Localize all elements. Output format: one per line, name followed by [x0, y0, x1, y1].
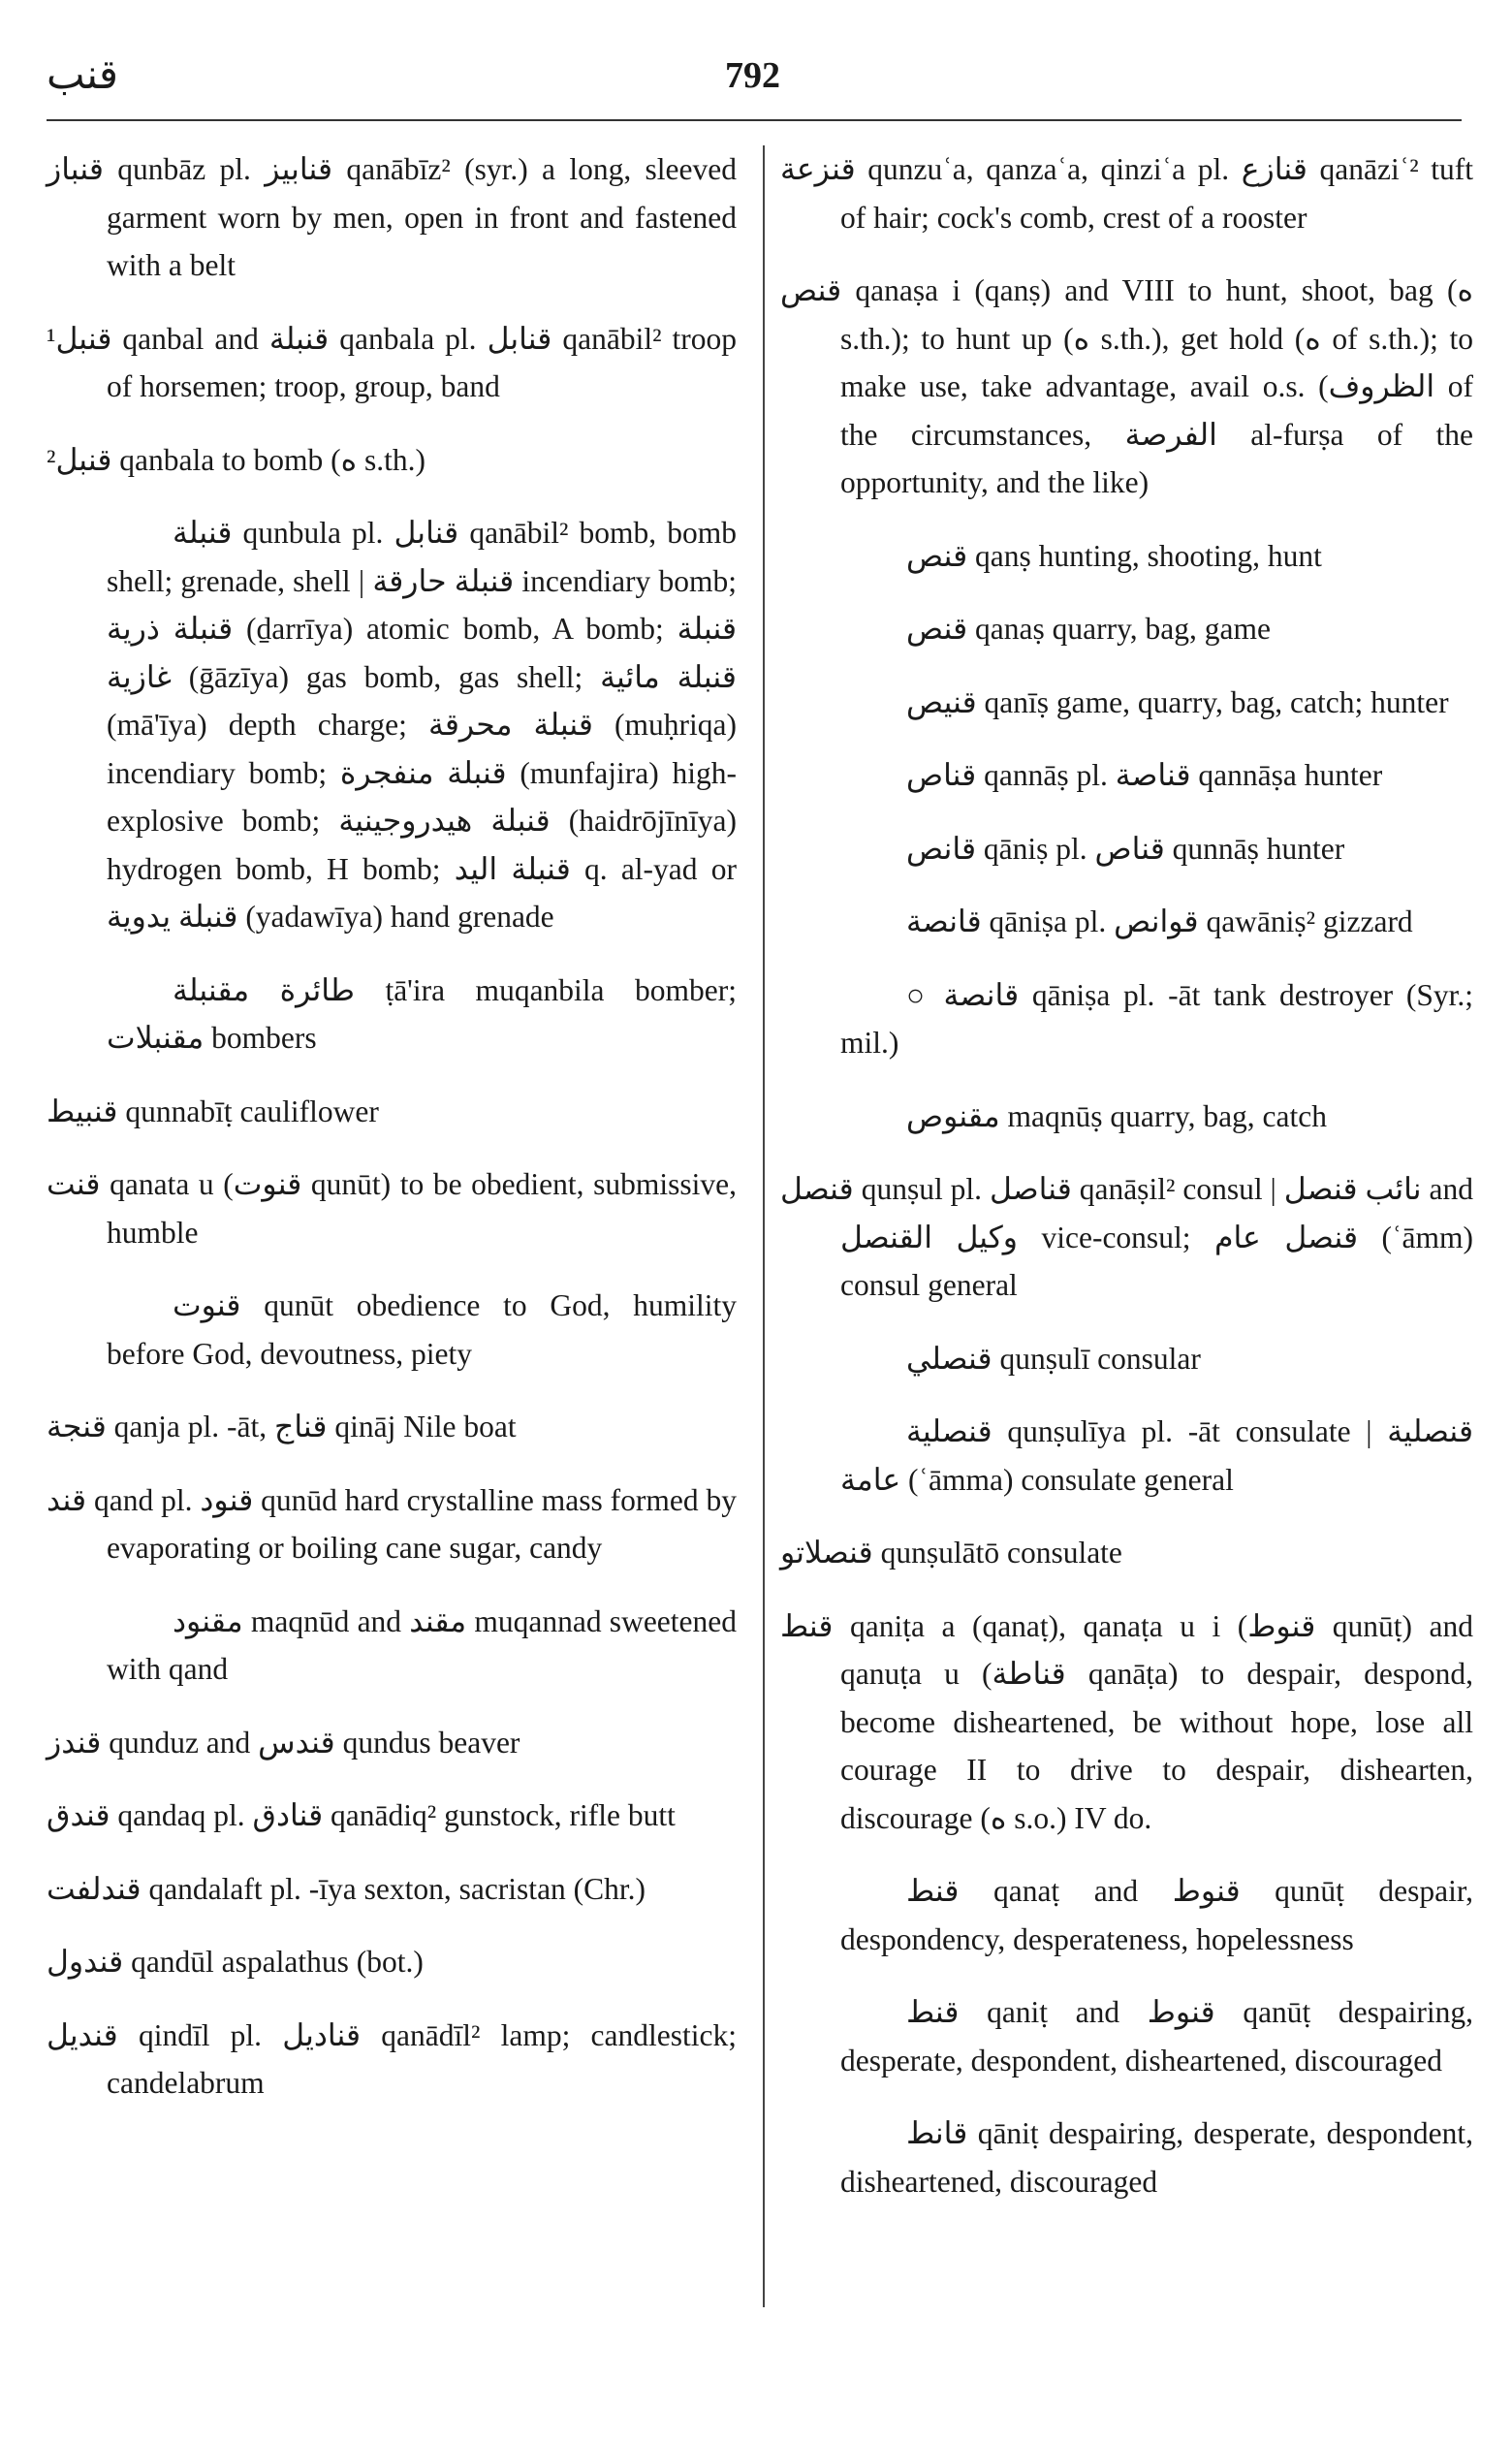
dictionary-entry: ²قنبل qanbala to bomb (ه s.th.)	[47, 442, 425, 477]
dictionary-entry: قنبيط qunnabīṭ cauliflower	[47, 1094, 379, 1128]
dictionary-subentry: طائرة مقنبلة ṭā'ira muqanbila bomber; مقنبلات bombers	[107, 972, 737, 1055]
dictionary-entry: قنباز qunbāz pl. قنابيز qanābīz² (syr.) a long, sleeved garment worn by men, open in front and fastened with a belt	[47, 152, 737, 282]
dictionary-subentry: قنيص qanīṣ game, quarry, bag, catch; hunter	[906, 684, 1449, 719]
dictionary-subentry: قانص qāniṣ pl. قناص qunnāṣ hunter	[906, 831, 1345, 866]
dictionary-entry: قنديل qindīl pl. قناديل qanādīl² lamp; candlestick; candelabrum	[47, 2017, 737, 2100]
root-word-heading: قنب	[47, 50, 118, 98]
dictionary-entry: قنط qaniṭa a (qanaṭ), qanaṭa u i (قنوط qunūṭ) and qanuṭa u (قناطة qanāṭa) to despair, despond, become disheartened, be without hope, lose all courage II to drive to despair, dishearten, discourage (ه s.o.) IV do.	[780, 1608, 1474, 1835]
dictionary-subentry: قنص qanṣ hunting, shooting, hunt	[906, 538, 1322, 573]
dictionary-subentry: مقنوص maqnūṣ quarry, bag, catch	[906, 1098, 1328, 1133]
dictionary-subentry: قنط qaniṭ and قنوط qanūṭ despairing, desperate, despondent, disheartened, discouraged	[840, 1995, 1473, 2077]
dictionary-subentry: قانصة qāniṣa pl. قوانص qawāniṣ² gizzard	[906, 904, 1413, 938]
dictionary-entry: قنزعة qunzuʿa, qanzaʿa, qinziʿa pl. قنازع qanāziʿ² tuft of hair; cock's comb, crest of a rooster	[780, 152, 1474, 235]
dictionary-entry: قنت qanata u (قنوت qunūt) to be obedient, submissive, humble	[47, 1167, 738, 1250]
dictionary-entry: قندق qandaq pl. قنادق qanādiq² gunstock, rifle butt	[47, 1798, 676, 1832]
dictionary-entry: قندز qunduz and قندس qundus beaver	[47, 1725, 520, 1760]
dictionary-subentry: قانط qāniṭ despairing, desperate, despondent, disheartened, discouraged	[840, 2116, 1473, 2199]
dictionary-subentry: قناص qannāṣ pl. قناصة qannāṣa hunter	[906, 758, 1383, 792]
dictionary-subentry: قنوت qunūt obedience to God, humility before God, devoutness, piety	[107, 1288, 737, 1371]
column-divider	[763, 145, 765, 2307]
dictionary-entry: قنص qanaṣa i (qanṣ) and VIII to hunt, shoot, bag (ه s.th.); to hunt up (ه s.th.), get hold (ه of s.th.); to make use, take advantage, avail o.s. (الظروف of the circumstances, الفرصة al-furṣa of the opportunity, and the like)	[780, 273, 1473, 499]
dictionary-subentry: قنص qanaṣ quarry, bag, game	[906, 612, 1271, 646]
page-header	[47, 50, 1462, 118]
right-column	[780, 145, 1473, 2231]
dictionary-subentry: قنبلة qunbula pl. قنابل qanābil² bomb, bomb shell; grenade, shell | قنبلة حارقة incendiary bomb; قنبلة ذرية (ḏarrīya) atomic bomb, A bomb; قنبلة غازية (ḡāzīya) gas bomb, gas shell; قنبلة مائية (mā'īya) depth charge; قنبلة محرقة (muḥriqa) incendiary bomb; قنبلة منفجرة (munfajira) high-explosive bomb; قنبلة هيدروجينية (haidrōjīnīya) hydrogen bomb, H bomb; قنبلة اليد q. al-yad or قنبلة يدوية (yadawīya) hand grenade	[107, 516, 738, 934]
dictionary-entry: ¹قنبل qanbal and قنبلة qanbala pl. قنابل qanābil² troop of horsemen; troop, group, band	[47, 321, 738, 403]
dictionary-subentry: قنصلية qunṣulīya pl. -āt consulate | قنصلية عامة (ʿāmma) consulate general	[840, 1414, 1473, 1497]
dictionary-entry: قند qand pl. قنود qunūd hard crystalline mass formed by evaporating or boiling cane sugar, candy	[47, 1482, 737, 1565]
dictionary-subentry: مقنود maqnūd and مقند muqannad sweetened with qand	[107, 1603, 737, 1686]
left-column	[47, 145, 737, 2133]
dictionary-subentry: قنط qanaṭ and قنوط qunūṭ despair, despondency, desperateness, hopelessness	[840, 1874, 1473, 1956]
header-rule	[47, 119, 1462, 121]
dictionary-entry: قندلفت qandalaft pl. -īya sexton, sacristan (Chr.)	[47, 1871, 646, 1906]
page-number: 792	[725, 55, 780, 96]
dictionary-subentry: ○ قانصة qāniṣa pl. -āt tank destroyer (Syr.; mil.)	[840, 977, 1473, 1060]
dictionary-entry: قنصلاتو qunṣulātō consulate	[780, 1536, 1122, 1570]
dictionary-entry: قنجة qanja pl. -āt, قناج qināj Nile boat	[47, 1410, 517, 1443]
dictionary-subentry: قنصلي qunṣulī consular	[906, 1341, 1201, 1376]
dictionary-entry: قنصل qunṣul pl. قناصل qanāṣil² consul | نائب قنصل and وكيل القنصل vice-consul; قنصل عام (ʿāmm) consul general	[780, 1172, 1473, 1302]
dictionary-entry: قندول qandūl aspalathus (bot.)	[47, 1945, 424, 1979]
